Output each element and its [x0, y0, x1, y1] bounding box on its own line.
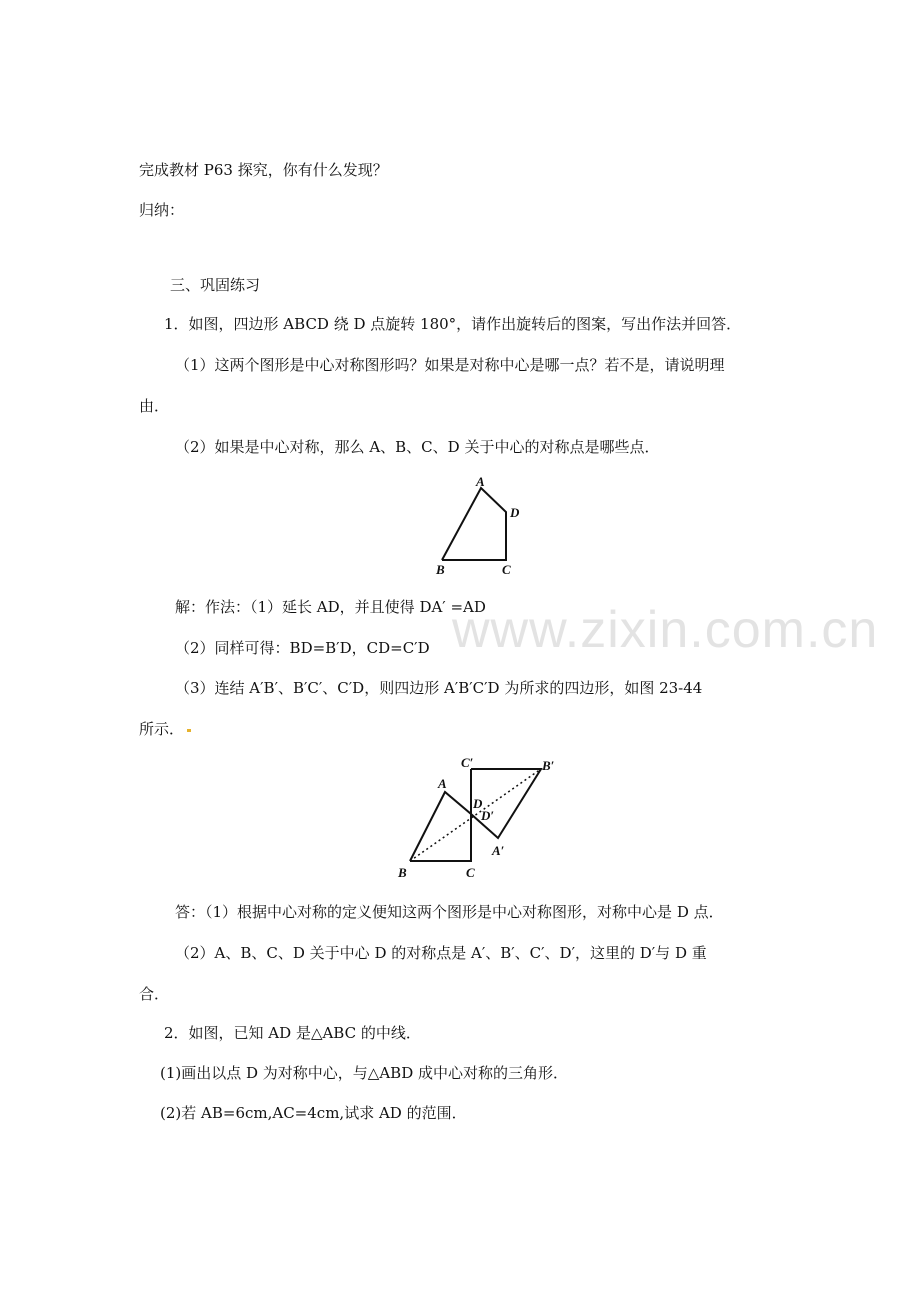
- question-1-part-1-cont: 由．: [139, 397, 170, 415]
- paragraph-explore: 完成教材 P63 探究，你有什么发现？: [139, 161, 388, 179]
- label-b-prime: B′: [542, 758, 555, 773]
- label-b: B: [398, 865, 407, 880]
- label-d: D: [510, 505, 520, 520]
- figure-quadrilateral: [425, 472, 535, 580]
- question-2-part-2: (2)若 AB=6cm,AC=4cm,试求 AD 的范围．: [160, 1104, 467, 1122]
- solution-step-3: （3）连结 A′B′、B′C′、C′D，则四边形 A′B′C′D 为所求的四边形，如图 23-44: [175, 679, 703, 697]
- figure-rotation: [395, 750, 575, 882]
- mark-dot: [187, 729, 191, 732]
- question-1-part-2: （2）如果是中心对称，那么 A、B、C、D 关于中心的对称点是哪些点．: [175, 438, 660, 456]
- solution-step-3-cont: 所示．: [139, 720, 185, 738]
- label-d: D: [473, 796, 483, 811]
- label-c: C: [502, 562, 511, 577]
- answer-2: （2）A、B、C、D 关于中心 D 的对称点是 A′、B′、C′、D′，这里的 D′与 D 重: [175, 944, 707, 962]
- answer-2-cont: 合．: [139, 985, 170, 1003]
- question-1-part-1: （1）这两个图形是中心对称图形吗？如果是对称中心是哪一点？若不是，请说明理: [175, 356, 725, 374]
- section-heading: 三、巩固练习: [170, 276, 261, 294]
- paragraph-summary: 归纳：: [139, 201, 185, 219]
- label-a-prime: A′: [492, 843, 505, 858]
- question-1: 1．如图，四边形 ABCD 绕 D 点旋转 180°，请作出旋转后的图案，写出作法并回答．: [164, 315, 742, 333]
- label-c: C: [466, 865, 475, 880]
- label-a: A: [476, 474, 485, 489]
- label-a: A: [438, 776, 447, 791]
- label-c-prime: C′: [461, 755, 474, 770]
- question-2: 2．如图，已知 AD 是△ABC 的中线．: [164, 1024, 421, 1042]
- watermark: www.zixin.com.cn: [452, 601, 879, 659]
- solution-step-2: （2）同样可得：BD=B′D，CD=C′D: [175, 639, 430, 657]
- solution-step-1: 解：作法：（1）延长 AD，并且使得 DA′ =AD: [175, 598, 486, 616]
- label-b: B: [436, 562, 445, 577]
- label-d-prime: D′: [481, 808, 495, 823]
- question-2-part-1: (1)画出以点 D 为对称中心，与△ABD 成中心对称的三角形．: [160, 1064, 568, 1082]
- answer-1: 答：（1）根据中心对称的定义便知这两个图形是中心对称图形，对称中心是 D 点．: [175, 903, 724, 921]
